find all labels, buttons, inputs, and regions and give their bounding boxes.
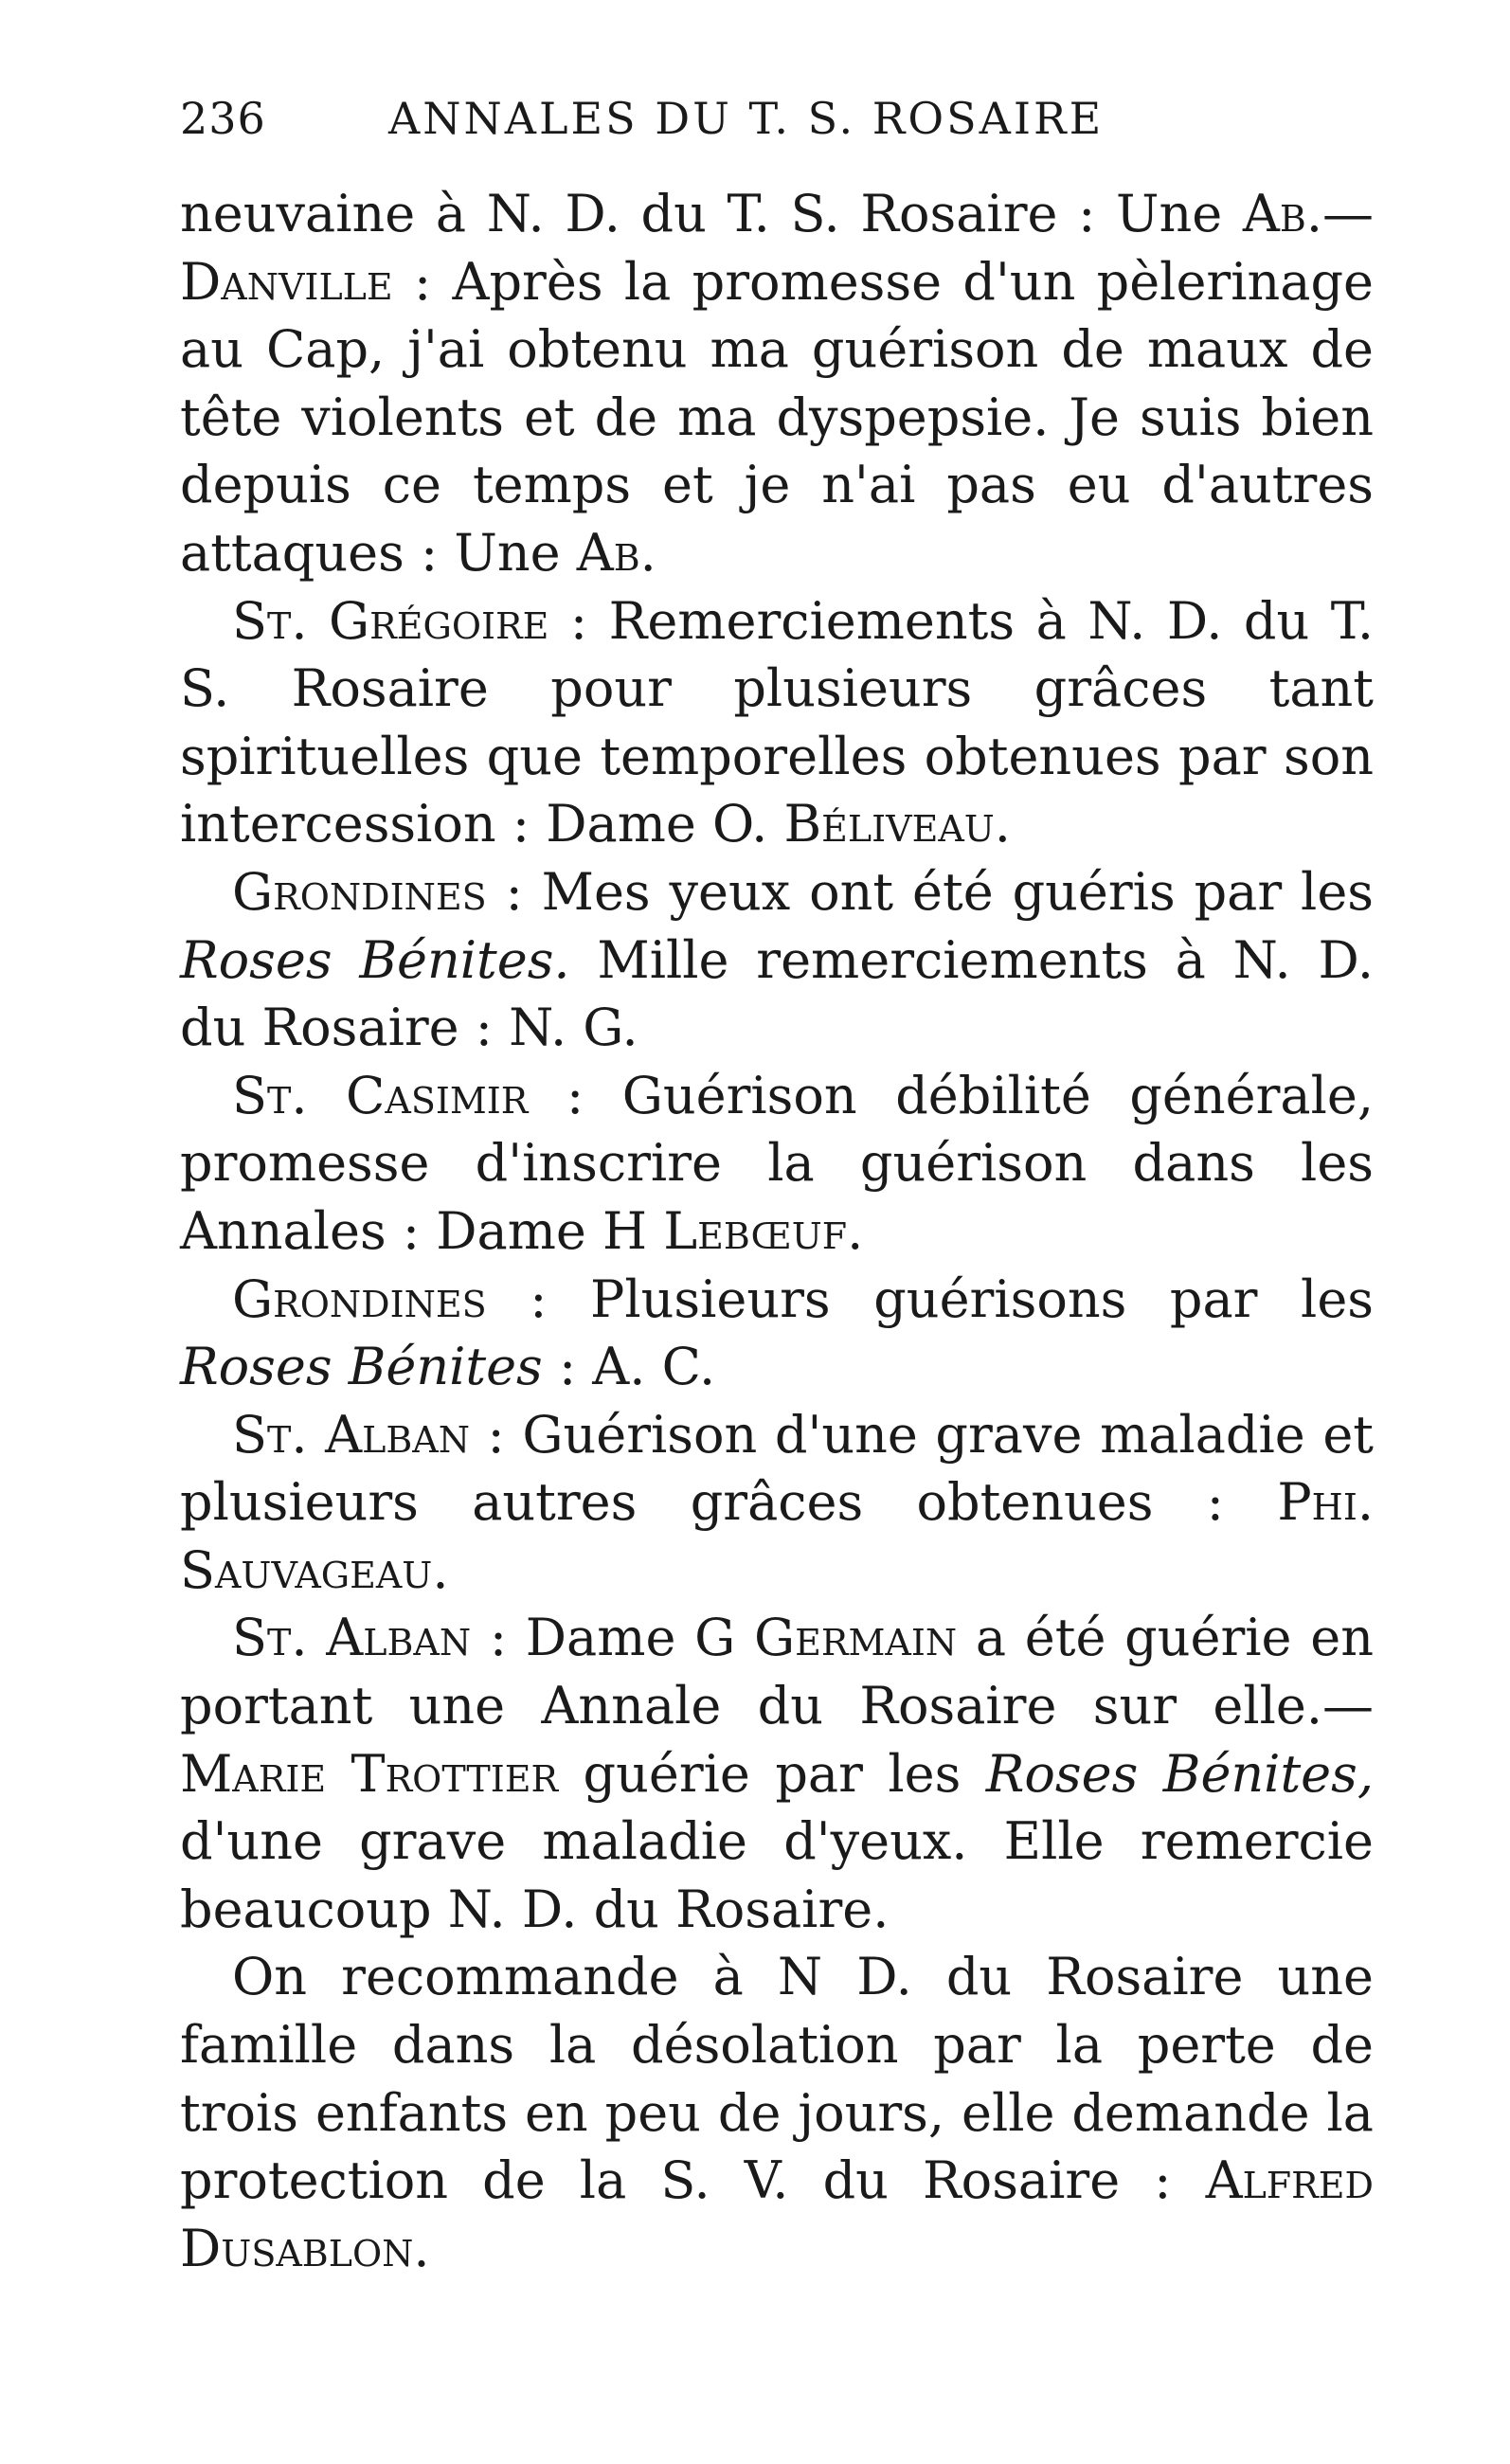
text-run: On recommande à N D. du Rosaire une famille dans la désolation par la perte de trois enfants en peu de jours, elle demande la protection de la S. V. du Rosaire :: [180, 1947, 1374, 2211]
name-small-caps: Ab.: [1242, 184, 1322, 243]
name-small-caps: Lebœuf.: [663, 1200, 864, 1261]
italic-text: Roses Bénites: [180, 1337, 543, 1397]
italic-text: Roses Bénites,: [985, 1743, 1374, 1804]
text-run: : A. C.: [542, 1337, 716, 1397]
body-text: [180, 180, 1374, 2282]
page-number: 236: [180, 93, 266, 144]
name-small-caps: Grondines: [232, 861, 487, 922]
text-run: a été guérie en portant une Annale du Rosaire sur elle.—: [180, 1608, 1374, 1736]
name-small-caps: St. Grégoire: [232, 590, 549, 651]
name-small-caps: Béliveau.: [783, 794, 1011, 854]
text-run: d'une grave maladie d'yeux. Elle remercie beaucoup N. D. du Rosaire.: [180, 1811, 1374, 1939]
paragraph: [180, 1604, 1374, 1943]
name-small-caps: Germain: [754, 1608, 958, 1668]
text-run: : Après la promesse d'un pèlerinage au Cap, j'ai obtenu ma guérison de maux de tête violents et de ma dyspepsie. Je suis bien depuis ce temps et je n'ai pas eu d'autres attaques : Une: [180, 251, 1374, 583]
text-run: : Mes yeux ont été guéris par les: [486, 861, 1374, 922]
text-run: : Guérison d'une grave maladie et plusieurs autres grâces obtenues :: [180, 1404, 1374, 1533]
name-small-caps: Phi. Sauvageau.: [180, 1472, 1374, 1600]
paragraph: [180, 1062, 1374, 1266]
name-small-caps: Ab.: [576, 522, 656, 583]
italic-text: Roses Bénites.: [180, 929, 570, 990]
name-small-caps: Alfred Dusablon.: [180, 2150, 1374, 2278]
text-run: : Guérison débilité générale, promesse d'inscrire la guérison dans les Annales : Dame H: [180, 1065, 1374, 1261]
name-small-caps: St. Alban: [232, 1608, 472, 1668]
text-run: guérie par les: [558, 1743, 986, 1804]
text-run: Mille remerciements à N. D. du Rosaire : N. G.: [180, 929, 1374, 1058]
text-run: : Remerciements à N. D. du T. S. Rosaire pour plusieurs grâces tant spirituelles que temporelles obtenues par son intercession : Dame O.: [180, 590, 1375, 854]
name-small-caps: St. Alban: [232, 1404, 470, 1465]
name-small-caps: Grondines: [232, 1268, 487, 1329]
paragraph: [180, 587, 1374, 858]
name-small-caps: Danville: [180, 251, 393, 312]
text-run: : Plusieurs guérisons par les: [486, 1268, 1374, 1329]
text-run: —: [1322, 184, 1374, 243]
name-small-caps: Marie Trottier: [180, 1743, 559, 1804]
paragraph: [180, 858, 1374, 1062]
page-header: [180, 81, 1374, 156]
running-title: ANNALES DU T. S. ROSAIRE: [388, 93, 1105, 144]
name-small-caps: St. Casimir: [232, 1065, 529, 1125]
paragraph: [180, 1943, 1374, 2282]
text-run: neuvaine à N. D. du T. S. Rosaire : Une: [180, 184, 1243, 243]
paragraph: [180, 180, 1374, 587]
paragraph: [180, 1401, 1374, 1605]
paragraph: [180, 1266, 1374, 1401]
text-run: : Dame G: [471, 1608, 755, 1668]
